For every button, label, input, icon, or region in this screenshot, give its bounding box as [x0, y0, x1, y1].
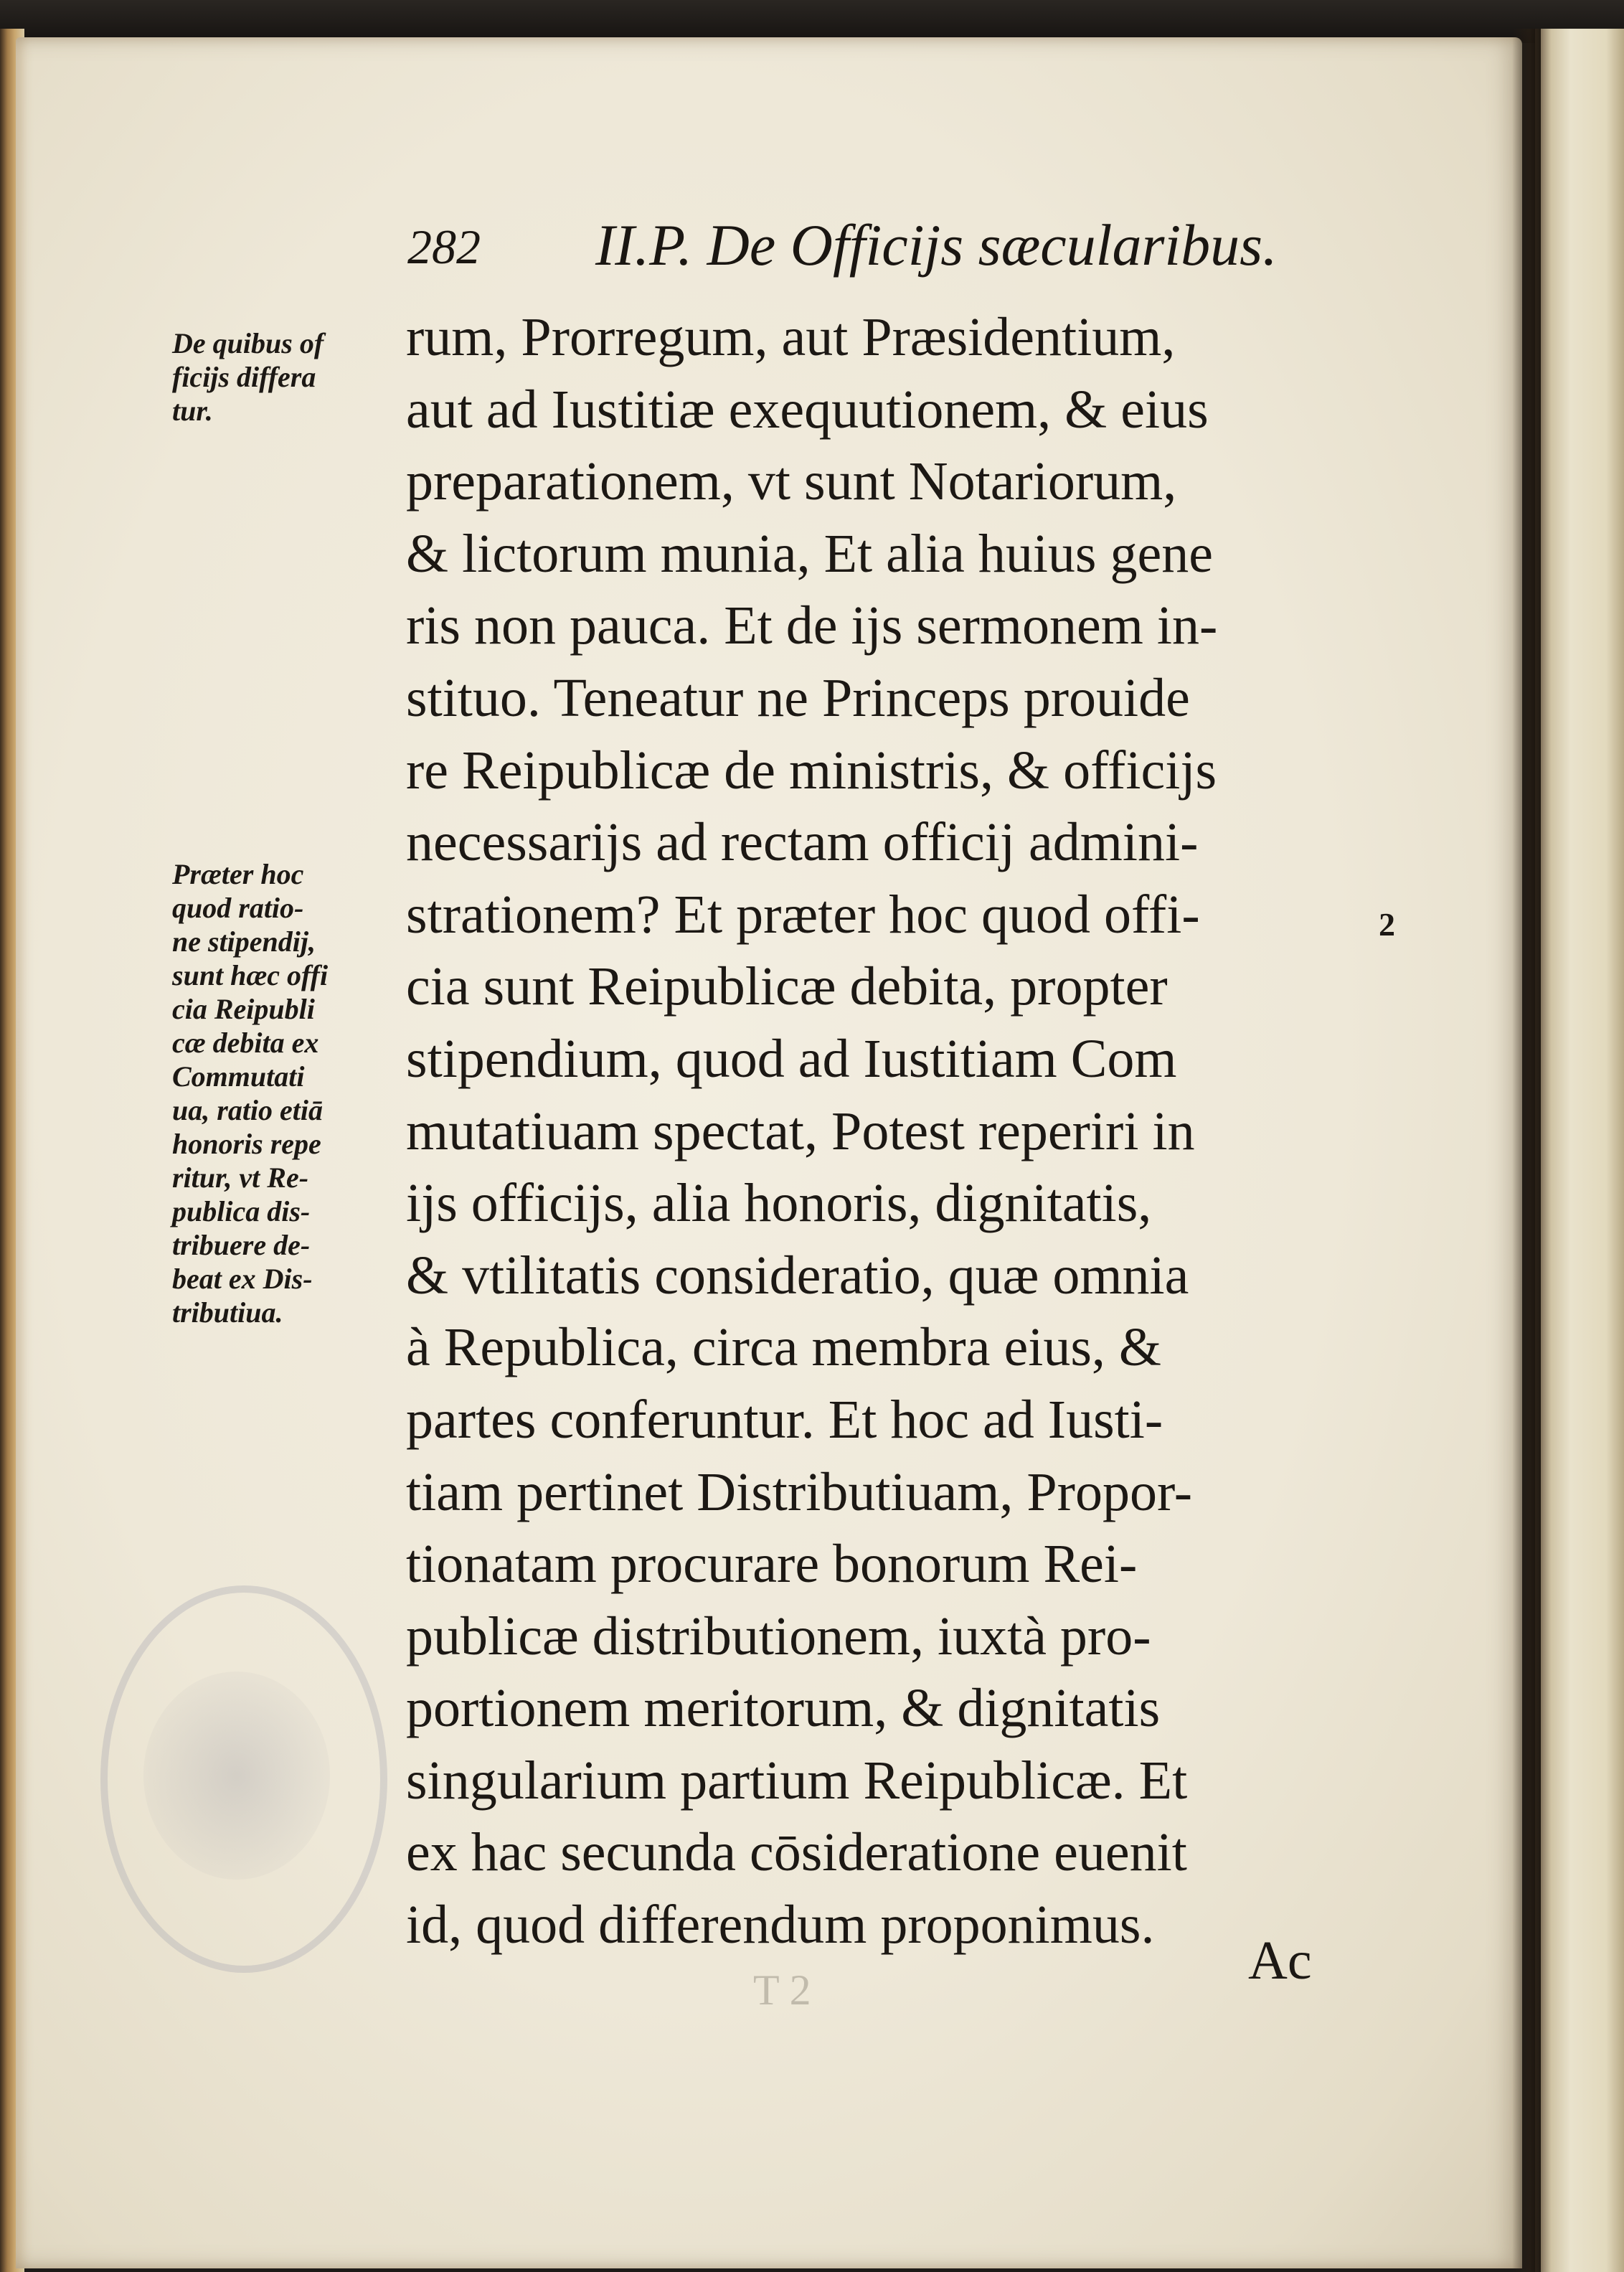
section-number: 2 [1379, 906, 1395, 943]
body-line: preparationem, vt sunt Notariorum, [406, 451, 1177, 512]
margin-note-line: De quibus of [172, 327, 324, 359]
signature-mark: T 2 [753, 1966, 811, 2014]
body-line: & vtilitatis consideratio, quæ omnia [406, 1245, 1189, 1306]
margin-note-line: ne stipendij, [172, 925, 316, 958]
body-line: tiam pertinet Distributiuam, Propor- [406, 1461, 1193, 1522]
margin-note-line: cia Reipubli [172, 993, 315, 1025]
margin-note-line: tur. [172, 395, 213, 427]
body-line: stipendium, quod ad Iustitiam Com [406, 1028, 1177, 1089]
catchword: Ac [1248, 1931, 1312, 1991]
margin-note-line: tribuere de- [172, 1229, 311, 1261]
margin-note-line: tributiua. [172, 1296, 283, 1329]
body-line: strationem? Et præter hoc quod offi- [406, 884, 1200, 945]
margin-note-line: ua, ratio etiā [172, 1094, 324, 1126]
body-line: rum, Prorregum, aut Præsidentium, [406, 307, 1176, 367]
body-line: aut ad Iustitiæ exequutionem, & eius [406, 379, 1209, 440]
margin-note-2 [172, 857, 395, 1329]
body-line: mutatiuam spectat, Potest reperiri in [406, 1100, 1195, 1161]
body-line: ijs officijs, alia honoris, dignitatis, [406, 1173, 1152, 1234]
body-line: portionem meritorum, & dignitatis [406, 1678, 1161, 1739]
body-line: ris non pauca. Et de ijs sermonem in- [406, 595, 1218, 656]
body-text [406, 301, 1339, 1961]
body-line: singularium partium Reipublicæ. Et [406, 1750, 1188, 1811]
gutter-shadow [1512, 29, 1541, 2272]
margin-note-1 [172, 326, 395, 428]
body-line: ex hac secunda cōsideratione euenit [406, 1822, 1187, 1883]
body-line: re Reipublicæ de ministris, & officijs [406, 740, 1217, 801]
book-top-edge [0, 0, 1624, 43]
margin-note-line: sunt hæc offi [172, 959, 329, 991]
margin-note-line: ritur, vt Re- [172, 1161, 309, 1194]
body-line: cia sunt Reipublicæ debita, propter [406, 956, 1168, 1017]
running-head-title: II.P. De Officijs sæcularibus. [595, 212, 1278, 278]
body-line: necessarijs ad rectam officij admini- [406, 812, 1199, 873]
body-line: à Republica, circa membra eius, & [406, 1317, 1162, 1378]
margin-note-line: ficijs differa [172, 361, 316, 393]
facing-page-strip [1535, 29, 1624, 2272]
margin-note-line: quod ratio- [172, 892, 304, 924]
body-line: id, quod differendum proponimus. [406, 1895, 1155, 1956]
margin-note-line: Commutati [172, 1060, 305, 1093]
body-line: stituo. Teneatur ne Princeps prouide [406, 667, 1190, 728]
body-line: partes conferuntur. Et hoc ad Iusti- [406, 1389, 1163, 1450]
body-line: tionatam procurare bonorum Rei- [406, 1534, 1138, 1595]
margin-note-line: publica dis- [172, 1195, 311, 1227]
library-stamp-center [143, 1672, 330, 1880]
margin-note-line: honoris repe [172, 1128, 321, 1160]
margin-note-line: cæ debita ex [172, 1027, 319, 1059]
margin-note-line: Præter hoc [172, 858, 304, 890]
body-line: publicæ distributionem, iuxtà pro- [406, 1606, 1151, 1667]
body-line: & lictorum munia, Et alia huius gene [406, 523, 1213, 584]
margin-note-line: beat ex Dis- [172, 1263, 313, 1295]
page-number: 282 [407, 220, 481, 274]
